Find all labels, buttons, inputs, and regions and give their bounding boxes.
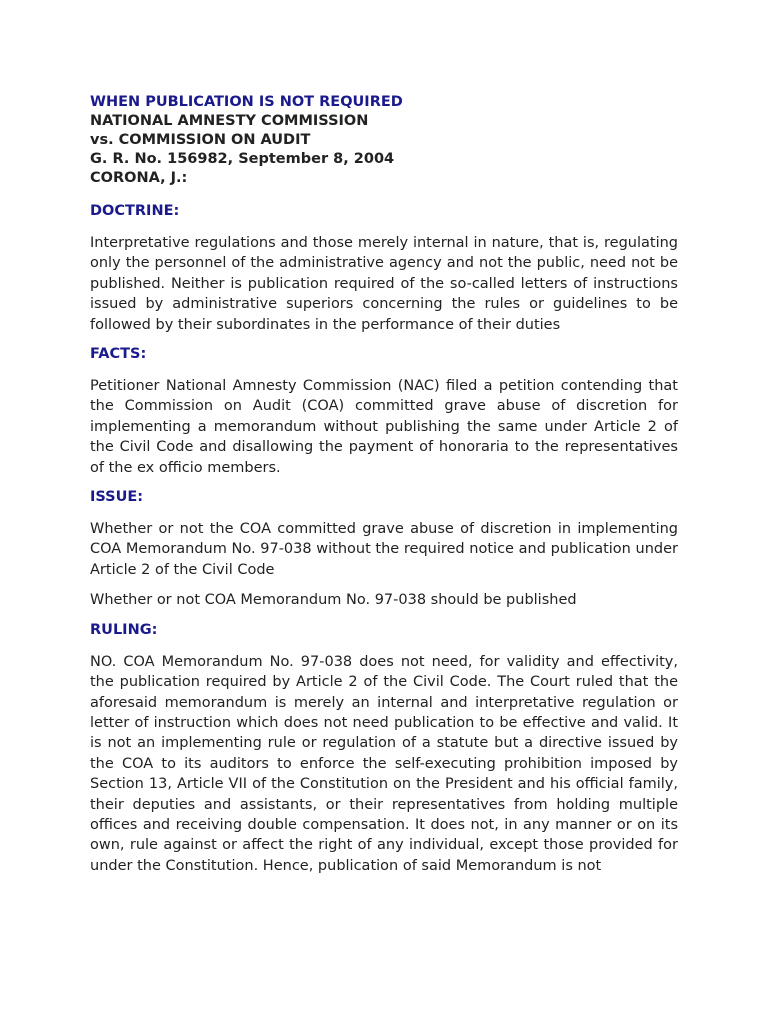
facts-text: Petitioner National Amnesty Commission (NAC) filed a petition contending that the Commission on Audit (COA) committed grave abuse of discretion for implementing a memorandum without publishing the same under Article 2 of the Civil Code and disallowing the payment of honoraria to the representatives of the ex officio members.: [90, 378, 678, 476]
case-number: G. R. No. 156982, September 8, 2004: [90, 151, 395, 167]
case-parties-respondent: vs. COMMISSION ON AUDIT: [90, 132, 311, 148]
ruling-heading: RULING:: [90, 621, 158, 638]
case-parties-petitioner: NATIONAL AMNESTY COMMISSION: [90, 113, 369, 129]
document-page: [90, 93, 678, 876]
issue-heading: ISSUE:: [90, 489, 144, 506]
doctrine-heading: DOCTRINE:: [90, 203, 180, 219]
document-title: WHEN PUBLICATION IS NOT REQUIRED: [90, 94, 403, 110]
issue-text-2: Whether or not COA Memorandum No. 97-038 should be published: [90, 592, 577, 609]
facts-heading: FACTS:: [90, 346, 147, 363]
doctrine-text: Interpretative regulations and those merely internal in nature, that is, regulating only the personnel of the administrative agency and not the public, need not be published. Neither is publication required of the so-called letters of instructions issued by administrative superiors concerning the rules or guidelines to be followed by their subordinates in the performance of their duties: [90, 235, 678, 333]
issue-text-1: Whether or not the COA committed grave abuse of discretion in implementing COA Memorandum No. 97-038 without the required notice and publication under Article 2 of the Civil Code: [90, 521, 678, 578]
ruling-text: NO. COA Memorandum No. 97-038 does not need, for validity and effectivity, the publication required by Article 2 of the Civil Code. The Court ruled that the aforesaid memorandum is merely an internal and interpretative regulation or letter of instruction which does not need publication to be effective and valid. It is not an implementing rule or regulation of a statute but a directive issued by the COA to its auditors to enforce the self-executing prohibition imposed by Section 13, Article VII of the Constitution on the President and his official family, their deputies and assistants, or their representatives from holding multiple offices and receiving double compensation. It does not, in any manner or on its own, rule against or affect the right of any individual, except those provided for under the Constitution. Hence, publication of said Memorandum is not: [90, 653, 678, 874]
ponente: CORONA, J.:: [90, 170, 188, 186]
